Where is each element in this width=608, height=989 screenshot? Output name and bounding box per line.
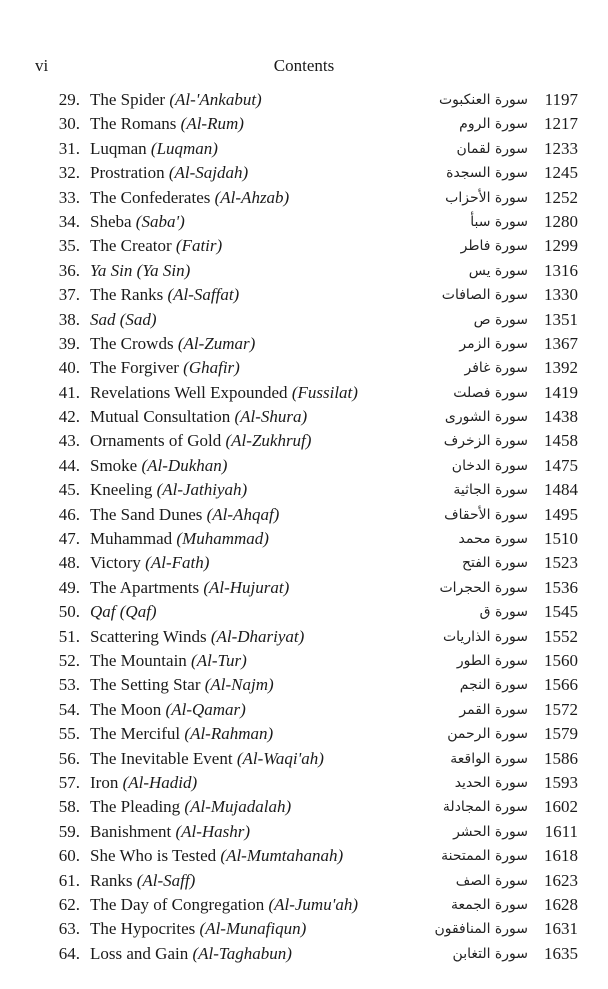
english-title: Mutual Consultation: [90, 407, 231, 427]
entry-number: 29.: [58, 90, 80, 109]
entry-number: 39.: [58, 333, 80, 353]
english-title: Sheba: [90, 211, 132, 231]
transliteration: Qaf (Qaf): [90, 602, 157, 622]
english-title: Revelations Well Expounded: [90, 382, 288, 402]
page-ref: 1495: [544, 504, 578, 524]
transliteration: (Al-Hadid): [122, 772, 198, 792]
page-ref: 1536: [544, 577, 578, 597]
english-title: The Hypocrites: [90, 919, 196, 939]
entry-title: [90, 722, 273, 746]
page-number: vi: [35, 56, 49, 75]
page-title: Contents: [273, 56, 335, 75]
entry-title: [90, 356, 240, 380]
entry-title: [90, 600, 157, 624]
entry-title: [90, 551, 209, 575]
page-ref: 1367: [544, 333, 578, 353]
arabic-title: سورة الذاريات: [442, 628, 528, 645]
transliteration: (Al-'Ankabut): [169, 90, 262, 109]
arabic-title: سورة لقمان: [456, 140, 528, 157]
entry-title: [90, 869, 195, 893]
arabic-title: سورة الصف: [455, 872, 528, 889]
entry-number: 46.: [58, 504, 80, 524]
entry-title: [90, 88, 262, 112]
page-ref: 1252: [544, 187, 578, 207]
toc-entry: [0, 161, 608, 185]
page-ref: 1351: [544, 309, 578, 329]
toc-entry: [0, 308, 608, 332]
toc-entry: [0, 820, 608, 844]
english-title: Prostration: [90, 163, 165, 183]
toc-entry: [0, 527, 608, 551]
toc-entry: [0, 844, 608, 868]
page-ref: 1233: [544, 138, 578, 158]
english-title: The Forgiver: [90, 358, 179, 378]
arabic-title: سورة الدخان: [451, 457, 528, 474]
toc-entry: [0, 795, 608, 819]
entry-title: [90, 308, 157, 332]
arabic-title: سورة الممتحنة: [441, 848, 528, 865]
entry-number: 60.: [58, 846, 80, 866]
english-title: The Setting Star: [90, 675, 201, 695]
page-ref: 1458: [544, 431, 578, 451]
transliteration: (Ghafir): [183, 358, 240, 378]
toc-entry: [0, 917, 608, 941]
english-title: The Romans: [90, 114, 177, 134]
page-ref: 1566: [544, 675, 578, 695]
entry-title: [90, 771, 197, 795]
entry-title: [90, 332, 255, 356]
entry-number: 44.: [58, 455, 80, 475]
arabic-title: سورة ص: [473, 311, 528, 328]
arabic-title: سورة فاطر: [460, 238, 528, 255]
entry-title: [90, 210, 185, 234]
arabic-title: سورة الحجرات: [439, 579, 528, 596]
transliteration: (Al-Saff): [136, 870, 196, 890]
transliteration: (Al-Shura): [234, 407, 308, 427]
entry-title: [90, 795, 291, 819]
arabic-title: سورة سبأ: [470, 213, 528, 230]
toc-entry: [0, 698, 608, 722]
english-title: The Pleading: [90, 797, 181, 817]
entry-number: 56.: [58, 748, 80, 768]
toc-entry: [0, 551, 608, 575]
entry-number: 48.: [58, 553, 80, 573]
transliteration: (Al-Taghabun): [192, 943, 292, 963]
english-title: The Confederates: [90, 187, 211, 207]
english-title: The Sand Dunes: [90, 504, 203, 524]
transliteration: (Al-Mumtahanah): [220, 846, 344, 866]
english-title: The Day of Congregation: [90, 894, 265, 914]
transliteration: (Al-Fath): [145, 553, 210, 573]
contents-list: [0, 88, 608, 966]
transliteration: (Al-Hujurat): [203, 577, 290, 597]
arabic-title: سورة الحديد: [454, 774, 528, 791]
english-title: Scattering Winds: [90, 626, 207, 646]
toc-entry: [0, 332, 608, 356]
toc-entry: [0, 259, 608, 283]
english-title: Muhammad: [90, 529, 173, 549]
toc-entry: [0, 454, 608, 478]
arabic-title: سورة الروم: [459, 116, 528, 133]
toc-entry: [0, 600, 608, 624]
entry-title: [90, 283, 239, 307]
entry-title: [90, 503, 279, 527]
transliteration: (Al-Zumar): [177, 333, 256, 353]
english-title: Ornaments of Gold: [90, 431, 222, 451]
page-ref: 1330: [544, 285, 578, 305]
arabic-title: سورة التغابن: [452, 945, 528, 962]
entry-title: [90, 625, 304, 649]
transliteration: (Muhammad): [176, 529, 269, 549]
arabic-title: سورة فصلت: [453, 384, 528, 401]
page-ref: 1475: [544, 455, 578, 475]
toc-entry: [0, 942, 608, 966]
entry-number: 45.: [58, 480, 80, 500]
entry-number: 62.: [58, 894, 80, 914]
english-title: The Crowds: [90, 333, 174, 353]
entry-title: [90, 527, 269, 551]
arabic-title: سورة الشورى: [444, 409, 528, 426]
entry-title: [90, 137, 218, 161]
page-ref: 1579: [544, 724, 578, 744]
page-ref: 1217: [544, 114, 578, 134]
toc-entry: [0, 356, 608, 380]
arabic-title: سورة السجدة: [446, 165, 528, 182]
entry-title: [90, 454, 227, 478]
transliteration: (Al-Najm): [204, 675, 274, 695]
transliteration: (Al-Jumu'ah): [268, 894, 359, 914]
entry-number: 33.: [58, 187, 80, 207]
english-title: Banishment: [90, 821, 172, 841]
page-ref: 1419: [544, 382, 578, 402]
entry-title: [90, 649, 247, 673]
page-ref: 1316: [544, 260, 578, 280]
arabic-title: سورة القمر: [459, 701, 528, 718]
page-ref: 1602: [544, 797, 578, 817]
entry-number: 52.: [58, 650, 80, 670]
entry-number: 36.: [58, 260, 80, 280]
toc-entry: [0, 186, 608, 210]
arabic-title: سورة الزمر: [459, 335, 528, 352]
arabic-title: سورة ق: [479, 604, 528, 621]
entry-number: 30.: [58, 114, 80, 134]
entry-title: [90, 942, 292, 966]
english-title: She Who is Tested: [90, 846, 217, 866]
arabic-title: سورة الأحقاف: [444, 506, 528, 523]
transliteration: (Al-Ahzab): [214, 187, 290, 207]
toc-entry: [0, 210, 608, 234]
toc-entry: [0, 283, 608, 307]
page-ref: 1299: [544, 236, 578, 256]
english-title: The Apartments: [90, 577, 200, 597]
arabic-title: سورة الفتح: [461, 555, 528, 572]
arabic-title: سورة الزخرف: [443, 433, 528, 450]
entry-number: 31.: [58, 138, 80, 158]
page-ref: 1635: [544, 943, 578, 963]
entry-title: [90, 478, 247, 502]
toc-entry: [0, 429, 608, 453]
toc-entry: [0, 234, 608, 258]
entry-number: 51.: [58, 626, 80, 646]
transliteration: (Al-Jathiyah): [156, 480, 248, 500]
arabic-title: سورة غافر: [464, 360, 528, 377]
english-title: The Ranks: [90, 285, 164, 305]
toc-entry: [0, 649, 608, 673]
page-ref: 1623: [544, 870, 578, 890]
toc-entry: [0, 405, 608, 429]
arabic-title: سورة المنافقون: [434, 921, 528, 938]
toc-entry: [0, 88, 608, 112]
page-ref: 1618: [544, 846, 578, 866]
toc-entry: [0, 771, 608, 795]
page-ref: 1628: [544, 894, 578, 914]
entry-title: [90, 893, 358, 917]
entry-title: [90, 673, 274, 697]
arabic-title: سورة العنكبوت: [438, 92, 528, 108]
toc-entry: [0, 893, 608, 917]
toc-entry: [0, 747, 608, 771]
transliteration: (Al-Ahqaf): [206, 504, 280, 524]
arabic-title: سورة المجادلة: [442, 799, 528, 816]
transliteration: (Al-Rum): [180, 114, 244, 134]
entry-number: 58.: [58, 797, 80, 817]
toc-entry: [0, 381, 608, 405]
page-ref: 1245: [544, 163, 578, 183]
entry-number: 35.: [58, 236, 80, 256]
arabic-title: سورة الأحزاب: [445, 189, 528, 206]
page-ref: 1611: [544, 821, 578, 841]
entry-number: 64.: [58, 943, 80, 963]
entry-number: 55.: [58, 724, 80, 744]
page-ref: 1593: [544, 772, 578, 792]
transliteration: (Al-Saffat): [167, 285, 240, 305]
entry-number: 49.: [58, 577, 80, 597]
english-title: The Mountain: [90, 650, 187, 670]
entry-title: [90, 429, 311, 453]
transliteration: (Fussilat): [291, 382, 358, 402]
transliteration: (Al-Rahman): [184, 724, 274, 744]
entry-number: 63.: [58, 919, 80, 939]
page-ref: 1484: [544, 480, 578, 500]
english-title: The Moon: [90, 699, 162, 719]
entry-number: 54.: [58, 699, 80, 719]
entry-number: 40.: [58, 358, 80, 378]
entry-title: [90, 747, 324, 771]
entry-title: [90, 844, 343, 868]
page-ref: 1572: [544, 699, 578, 719]
arabic-title: سورة الطور: [456, 652, 528, 669]
english-title: The Inevitable Event: [90, 748, 233, 768]
entry-number: 42.: [58, 407, 80, 427]
page-ref: 1560: [544, 650, 578, 670]
transliteration: Sad (Sad): [90, 309, 157, 329]
transliteration: Ya Sin (Ya Sin): [90, 260, 191, 280]
entry-title: [90, 405, 307, 429]
page-ref: 1510: [544, 529, 578, 549]
english-title: The Creator: [90, 236, 172, 256]
entry-number: 41.: [58, 382, 80, 402]
entry-title: [90, 112, 244, 136]
english-title: Kneeling: [90, 480, 153, 500]
english-title: Smoke: [90, 455, 138, 475]
arabic-title: سورة محمد: [458, 531, 528, 548]
transliteration: (Fatir): [175, 236, 223, 256]
page-ref: 1586: [544, 748, 578, 768]
entry-number: 53.: [58, 675, 80, 695]
entry-number: 34.: [58, 211, 80, 231]
arabic-title: سورة النجم: [459, 677, 528, 694]
entry-number: 59.: [58, 821, 80, 841]
english-title: Luqman: [90, 138, 147, 158]
toc-entry: [0, 503, 608, 527]
english-title: Iron: [90, 772, 119, 792]
arabic-title: سورة الرحمن: [447, 726, 528, 743]
english-title: Ranks: [90, 870, 133, 890]
transliteration: (Luqman): [150, 138, 218, 158]
page-ref: 1280: [544, 211, 578, 231]
transliteration: (Al-Dukhan): [141, 455, 228, 475]
transliteration: (Al-Tur): [191, 650, 247, 670]
entry-number: 37.: [58, 285, 80, 305]
entry-title: [90, 259, 190, 283]
english-title: Victory: [90, 553, 141, 573]
page-ref: 1438: [544, 407, 578, 427]
page-ref: 1631: [544, 919, 578, 939]
entry-title: [90, 698, 246, 722]
entry-number: 61.: [58, 870, 80, 890]
transliteration: (Al-Sajdah): [168, 163, 249, 183]
entry-title: [90, 917, 306, 941]
english-title: Loss and Gain: [90, 943, 189, 963]
entry-number: 57.: [58, 772, 80, 792]
arabic-title: سورة الجاثية: [453, 482, 528, 499]
transliteration: (Al-Qamar): [165, 699, 246, 719]
toc-entry: [0, 112, 608, 136]
page-ref: 1523: [544, 553, 578, 573]
english-title: The Merciful: [90, 724, 181, 744]
transliteration: (Al-Zukhruf): [225, 431, 312, 451]
toc-entry: [0, 869, 608, 893]
page-ref: 1197: [544, 90, 578, 109]
entry-number: 32.: [58, 163, 80, 183]
arabic-title: سورة يس: [468, 262, 528, 279]
toc-entry: [0, 478, 608, 502]
toc-entry: [0, 722, 608, 746]
transliteration: (Al-Dhariyat): [210, 626, 305, 646]
page-ref: 1552: [544, 626, 578, 646]
arabic-title: سورة الواقعة: [450, 750, 528, 767]
page-header: [0, 56, 608, 82]
arabic-title: سورة الصافات: [441, 287, 528, 304]
entry-title: [90, 576, 289, 600]
toc-entry: [0, 137, 608, 161]
toc-entry: [0, 576, 608, 600]
transliteration: (Al-Mujadalah): [184, 797, 292, 817]
transliteration: (Al-Waqi'ah): [236, 748, 324, 768]
entry-number: 50.: [58, 602, 80, 622]
transliteration: (Al-Munafiqun): [199, 919, 307, 939]
page-ref: 1545: [544, 602, 578, 622]
english-title: The Spider: [90, 90, 166, 109]
arabic-title: سورة الجمعة: [450, 896, 528, 913]
entry-title: [90, 186, 289, 210]
entry-title: [90, 161, 248, 185]
page-ref: 1392: [544, 358, 578, 378]
entry-number: 47.: [58, 529, 80, 549]
toc-entry: [0, 625, 608, 649]
transliteration: (Al-Hashr): [175, 821, 251, 841]
arabic-title: سورة الحشر: [453, 823, 528, 840]
entry-number: 43.: [58, 431, 80, 451]
entry-title: [90, 234, 222, 258]
transliteration: (Saba'): [135, 211, 185, 231]
toc-entry: [0, 673, 608, 697]
entry-title: [90, 381, 358, 405]
entry-number: 38.: [58, 309, 80, 329]
entry-title: [90, 820, 250, 844]
